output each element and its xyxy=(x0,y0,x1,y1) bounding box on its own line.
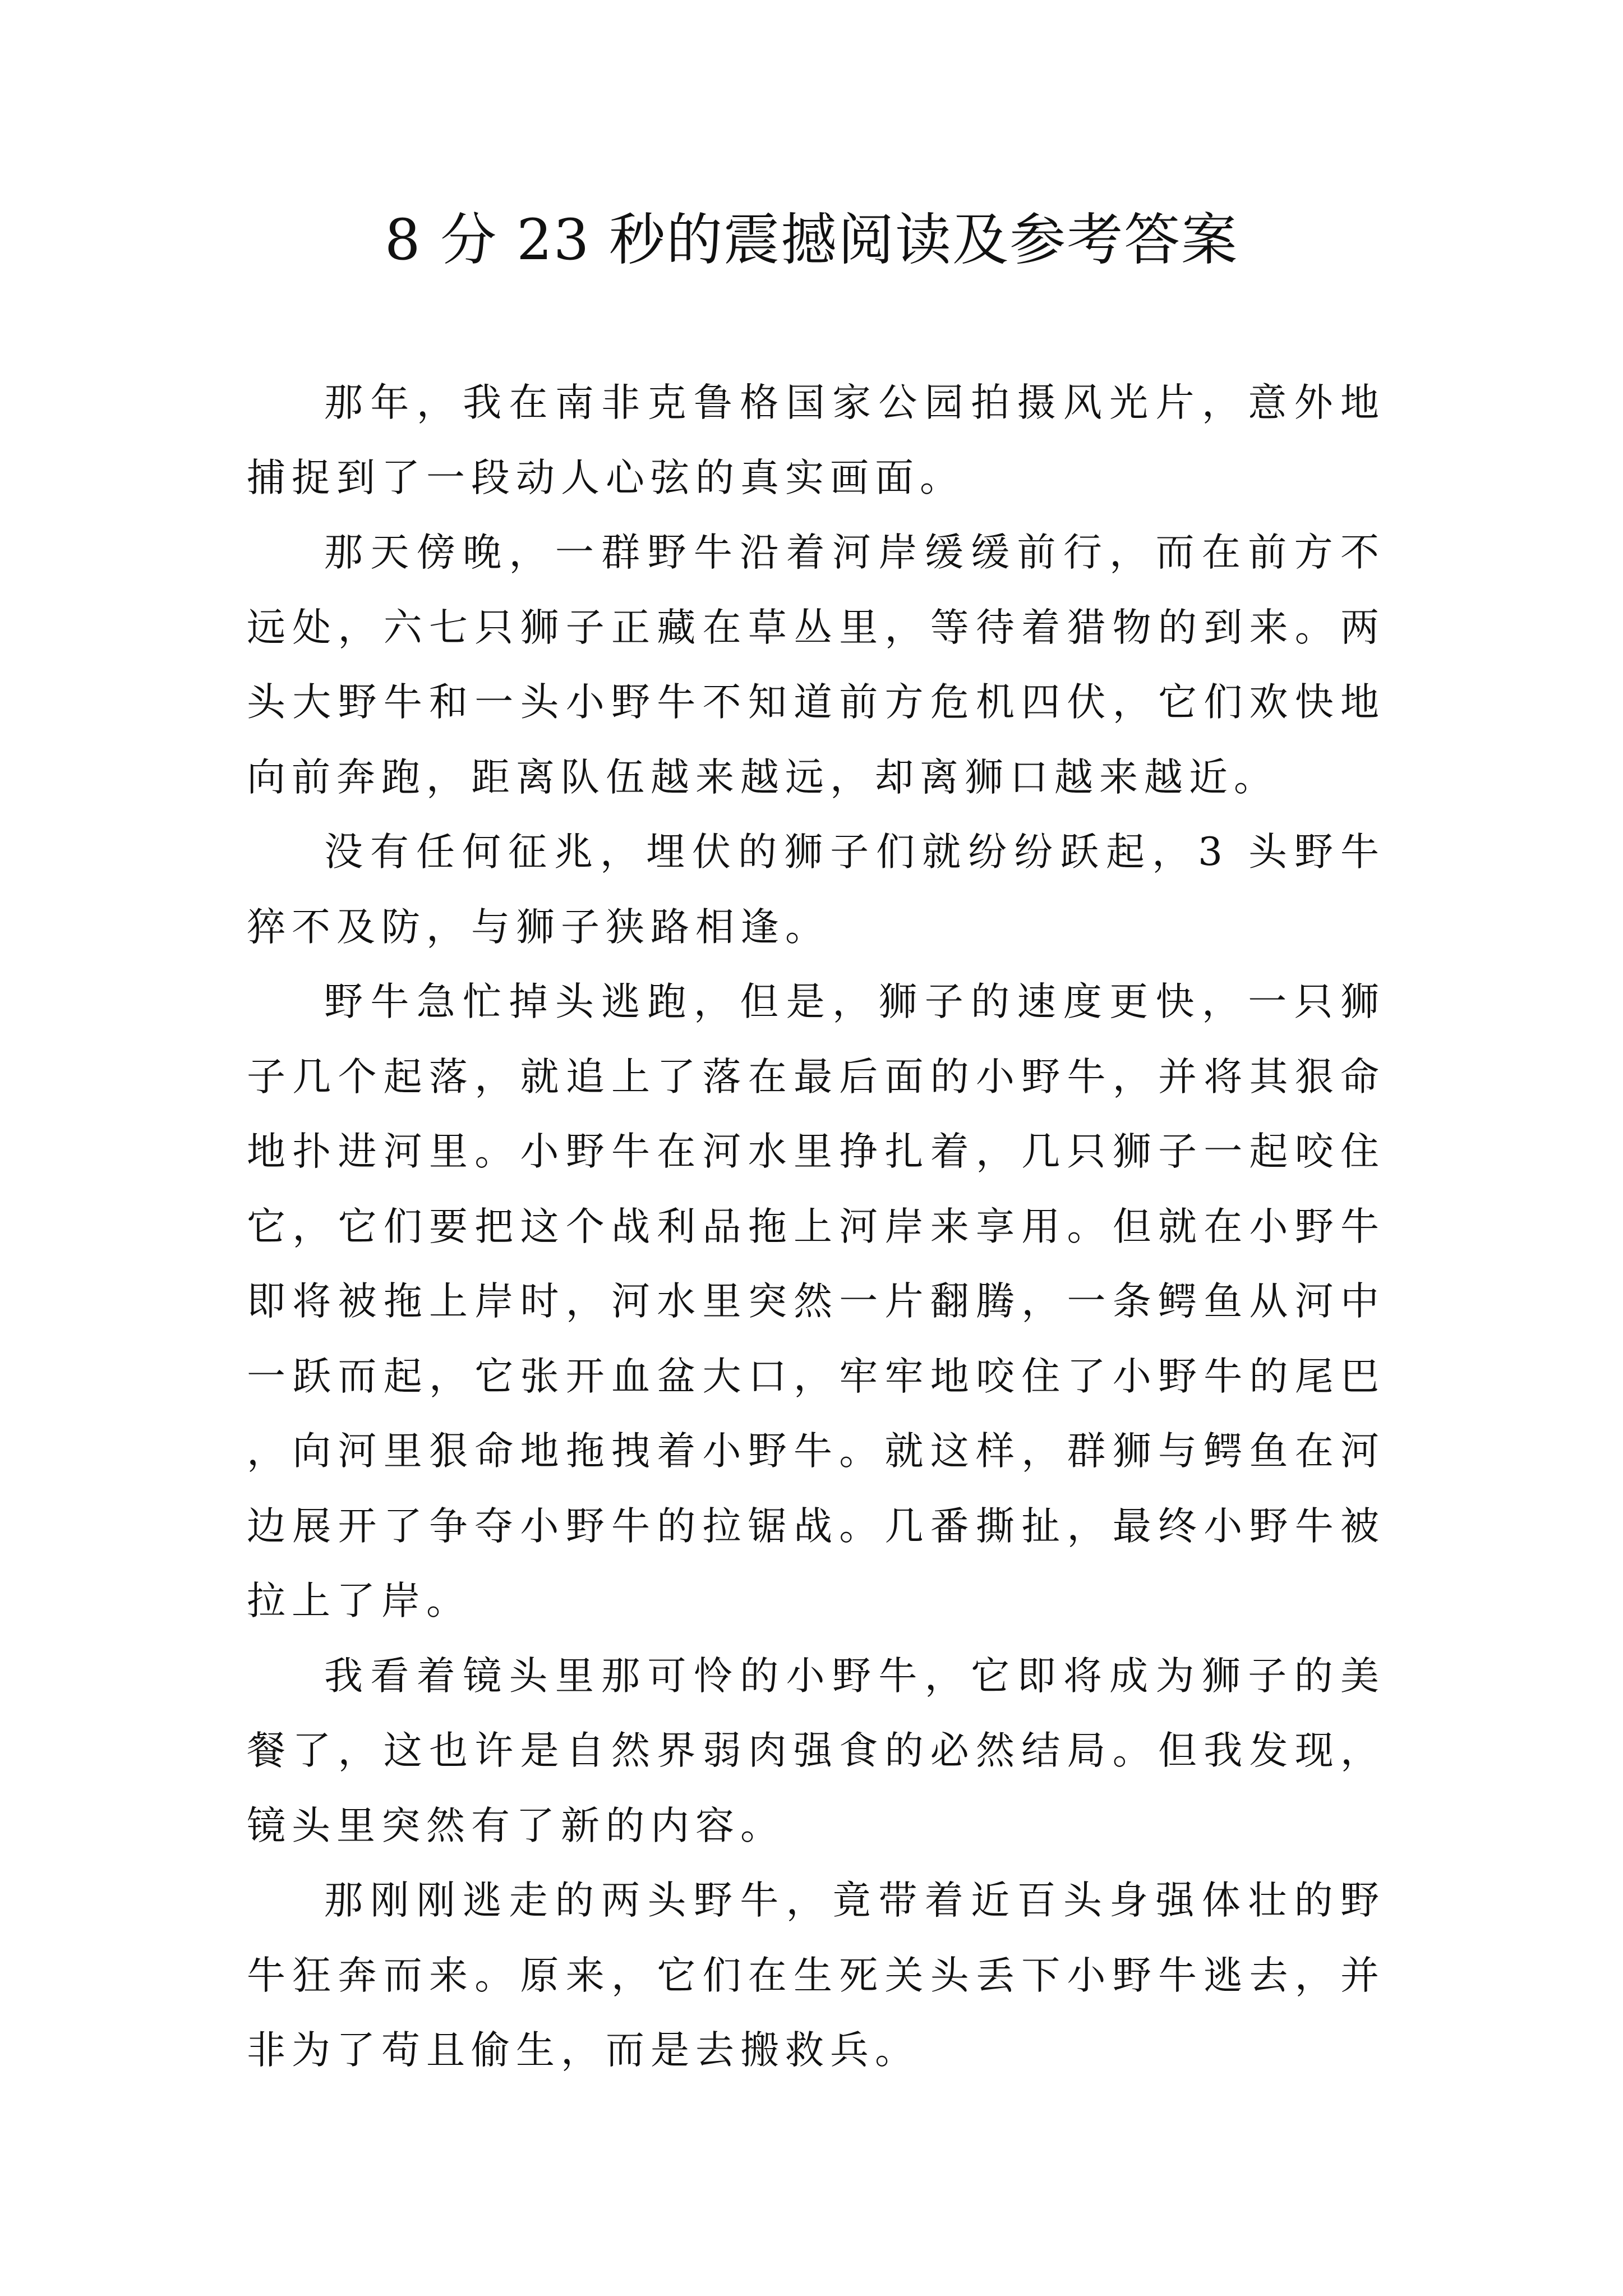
paragraph-1: 那年，我在南非克鲁格国家公园拍摄风光片，意外地捕捉到了一段动人心弦的真实画面。 xyxy=(247,380,1385,500)
paragraph-3: 没有任何征兆，埋伏的狮子们就纷纷跃起，3 头野牛猝不及防，与狮子狭路相逢。 xyxy=(247,830,1385,950)
paragraph-4: 野牛急忙掉头逃跑，但是，狮子的速度更快，一只狮子几个起落，就追上了落在最后面的小野牛，并将其狠命地扑进河里。小野牛在河水里挣扎着，几只狮子一起咬住它，它们要把这个战利品拖上河岸来享用。但就在小野牛即将被拖上岸时，河水里突然一片翻腾，一条鳄鱼从河中一跃而起，它张开血盆大口，牢牢地咬住了小野牛的尾巴，向河里狠命地拖拽着小野牛。就这样，群狮与鳄鱼在河边展开了争夺小野牛的拉锯战。几番撕扯，最终小野牛被拉上了岸。 xyxy=(247,979,1385,1623)
document-body xyxy=(247,366,1385,2088)
document-title: 8 分 23 秒的震撼阅读及参考答案 xyxy=(384,207,1239,273)
paragraph-6: 那刚刚逃走的两头野牛，竟带着近百头身强体壮的野牛狂奔而来。原来，它们在生死关头丢下小野牛逃去，并非为了苟且偷生，而是去搬救兵。 xyxy=(247,1878,1385,2073)
paragraph-2: 那天傍晚，一群野牛沿着河岸缓缓前行，而在前方不远处，六七只狮子正藏在草丛里，等待着猎物的到来。两头大野牛和一头小野牛不知道前方危机四伏，它们欢快地向前奔跑，距离队伍越来越远，却离狮口越来越近。 xyxy=(247,530,1385,800)
paragraph-5: 我看着镜头里那可怜的小野牛，它即将成为狮子的美餐了，这也许是自然界弱肉强食的必然结局。但我发现，镜头里突然有了新的内容。 xyxy=(247,1653,1385,1848)
